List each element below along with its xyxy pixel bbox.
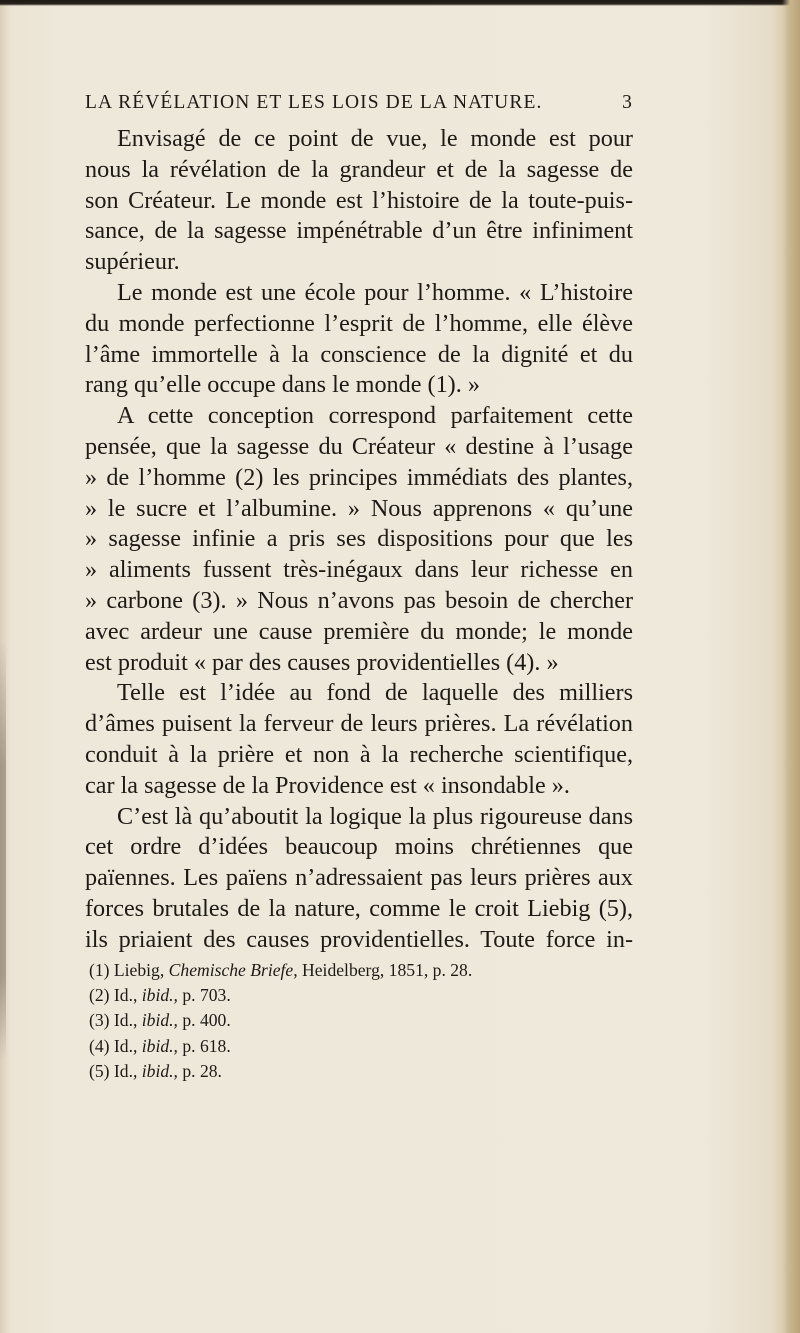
footnote-reference: p. 703.: [182, 985, 231, 1006]
text-line: » aliments fussent très-inégaux dans leur richesse en: [85, 556, 633, 584]
footnotes: [85, 958, 633, 1084]
text-line: » de l’homme (2) les principes immédiats des plantes,: [85, 463, 633, 491]
footnote: [85, 1059, 633, 1084]
footnote-author: Id.,: [113, 1010, 138, 1031]
footnote-work: ibid.,: [141, 1010, 178, 1031]
footnote-author: Id.,: [113, 985, 138, 1006]
text-line: avec ardeur une cause première du monde; le monde: [85, 617, 633, 645]
footnote-work: Chemische Briefe,: [168, 960, 298, 980]
text-line: nous la révélation de la grandeur et de la sagesse de: [85, 155, 633, 183]
text-line: l’âme immortelle à la conscience de la dignité et du: [85, 340, 633, 368]
footnote-work: ibid.,: [141, 1060, 178, 1081]
footnote-reference: p. 28.: [182, 1060, 222, 1081]
text-line: » sagesse infinie a pris ses dispositions pour que les: [85, 525, 633, 553]
footnote-number: (1): [89, 960, 110, 980]
text-line: A cette conception correspond parfaitement cette: [117, 402, 633, 430]
footnote: [85, 958, 633, 983]
footnote-work: ibid.,: [141, 985, 178, 1006]
page-right-edge: [782, 0, 800, 1333]
running-header: [85, 92, 633, 122]
footnote-author: Liebig,: [113, 960, 165, 980]
binding-shadow: [0, 640, 6, 1060]
footnote: [85, 1008, 633, 1033]
body-text: [85, 124, 633, 956]
footnote-reference: p. 618.: [182, 1035, 231, 1056]
footnote-reference: p. 400.: [182, 1010, 231, 1031]
text-line: païennes. Les païens n’adressaient pas leurs prières aux: [85, 864, 633, 892]
footnote-author: Id.,: [113, 1035, 138, 1056]
text-line: ils priaient des causes providentielles. Toute force in-: [85, 925, 633, 953]
text-line: cet ordre d’idées beaucoup moins chrétiennes que: [85, 833, 633, 861]
footnote-work: ibid.,: [141, 1035, 178, 1056]
text-line: rang qu’elle occupe dans le monde (1). »: [85, 371, 480, 399]
text-line: du monde perfectionne l’esprit de l’homme, elle élève: [85, 309, 633, 337]
footnote: [85, 983, 633, 1008]
text-line: Le monde est une école pour l’homme. « L’histoire: [117, 278, 633, 306]
footnote-number: (2): [89, 985, 110, 1006]
text-line: son Créateur. Le monde est l’histoire de la toute-puis-: [85, 186, 633, 214]
footnote-number: (4): [89, 1035, 110, 1056]
text-line: C’est là qu’aboutit la logique la plus rigoureuse dans: [117, 802, 633, 830]
text-line: d’âmes puisent la ferveur de leurs prières. La révélation: [85, 710, 633, 738]
text-line: » carbone (3). » Nous n’avons pas besoin de chercher: [85, 586, 633, 614]
footnote-reference: Heidelberg, 1851, p. 28.: [302, 960, 473, 980]
page-top-edge: [0, 0, 800, 6]
footnote-number: (5): [89, 1060, 110, 1081]
text-line: Telle est l’idée au fond de laquelle des milliers: [117, 679, 633, 707]
text-line: car la sagesse de la Providence est « insondable ».: [85, 771, 570, 799]
footnote: [85, 1034, 633, 1059]
text-line: conduit à la prière et non à la recherche scientifique,: [85, 740, 633, 768]
text-line: est produit « par des causes providentielles (4). »: [85, 648, 559, 676]
text-line: Envisagé de ce point de vue, le monde est pour: [117, 125, 633, 152]
text-line: » le sucre et l’albumine. » Nous apprenons « qu’une: [85, 494, 633, 522]
page-number: 3: [622, 92, 633, 113]
footnote-number: (3): [89, 1010, 110, 1031]
text-line: sance, de la sagesse impénétrable d’un être infiniment: [85, 217, 633, 245]
footnote-author: Id.,: [113, 1060, 138, 1081]
text-line: forces brutales de la nature, comme le croit Liebig (5),: [85, 894, 633, 922]
text-line: supérieur.: [85, 248, 180, 276]
running-header-title: LA RÉVÉLATION ET LES LOIS DE LA NATURE.: [85, 92, 543, 113]
text-line: pensée, que la sagesse du Créateur « destine à l’usage: [85, 432, 633, 460]
